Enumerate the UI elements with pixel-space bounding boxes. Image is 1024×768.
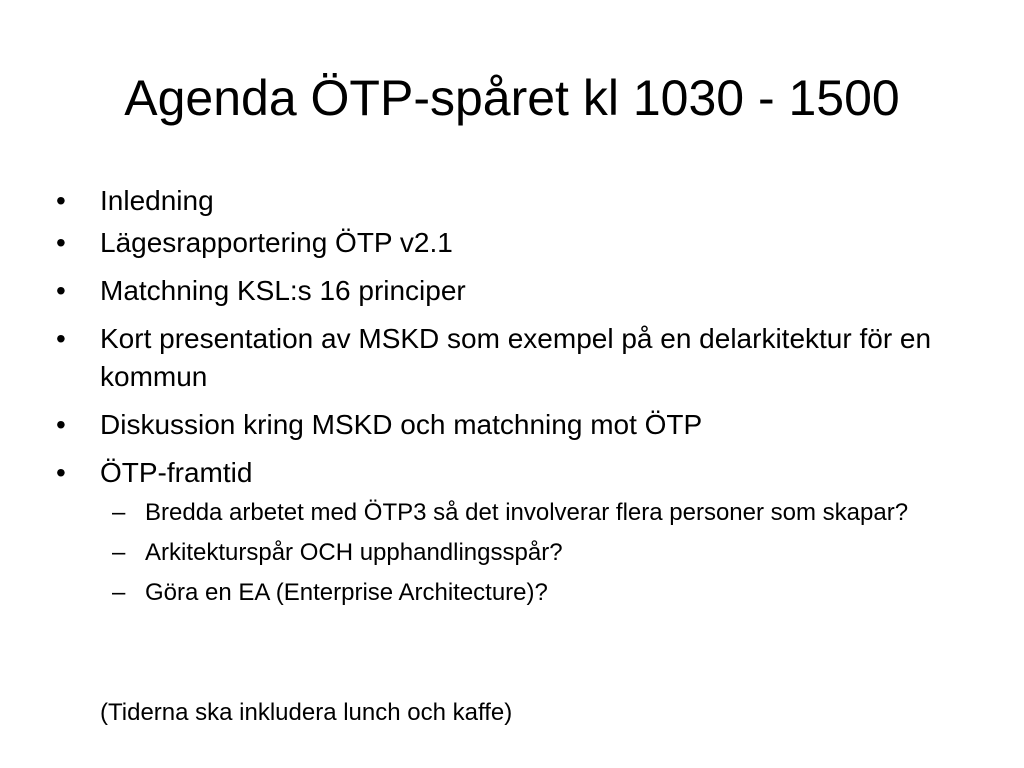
agenda-item: [56, 454, 976, 492]
bullet: •: [56, 409, 66, 440]
agenda-item-text: Lägesrapportering ÖTP v2.1: [100, 227, 453, 258]
agenda-item: [56, 182, 976, 220]
agenda-item-text: Diskussion kring MSKD och matchning mot ÖTP: [100, 409, 703, 440]
agenda-item-text: Matchning KSL:s 16 principer: [100, 275, 466, 306]
bullet: •: [56, 323, 66, 354]
bullet: •: [56, 185, 66, 216]
agenda-sub-item: [56, 496, 976, 529]
agenda-sub-item-text: Arkitekturspår OCH upphandlingsspår?: [145, 539, 563, 566]
agenda-sub-item-text: Göra en EA (Enterprise Architecture)?: [145, 579, 548, 606]
agenda-item: [56, 224, 976, 262]
bullet: •: [56, 275, 66, 306]
sub-bullet: –: [112, 539, 126, 566]
agenda-item: [56, 272, 976, 310]
footnote: (Tiderna ska inkludera lunch och kaffe): [100, 699, 513, 726]
agenda-item: [56, 320, 976, 396]
agenda-sub-item: [56, 536, 976, 569]
slide-title: Agenda ÖTP-spåret kl 1030 - 1500: [124, 70, 900, 126]
agenda-item: [56, 406, 976, 444]
agenda-item-text: Kort presentation av MSKD som exempel på en delarkitektur för en kommun: [100, 323, 932, 392]
bullet: •: [56, 227, 66, 258]
sub-bullet: –: [112, 579, 126, 606]
sub-bullet: –: [112, 499, 126, 526]
agenda-item-text: Inledning: [100, 185, 214, 216]
agenda-item-text: ÖTP-framtid: [100, 457, 253, 488]
agenda-list: [56, 182, 976, 616]
agenda-sub-item: [56, 576, 976, 609]
agenda-sub-item-text: Bredda arbetet med ÖTP3 så det involverar flera personer som skapar?: [145, 499, 909, 526]
bullet: •: [56, 457, 66, 488]
